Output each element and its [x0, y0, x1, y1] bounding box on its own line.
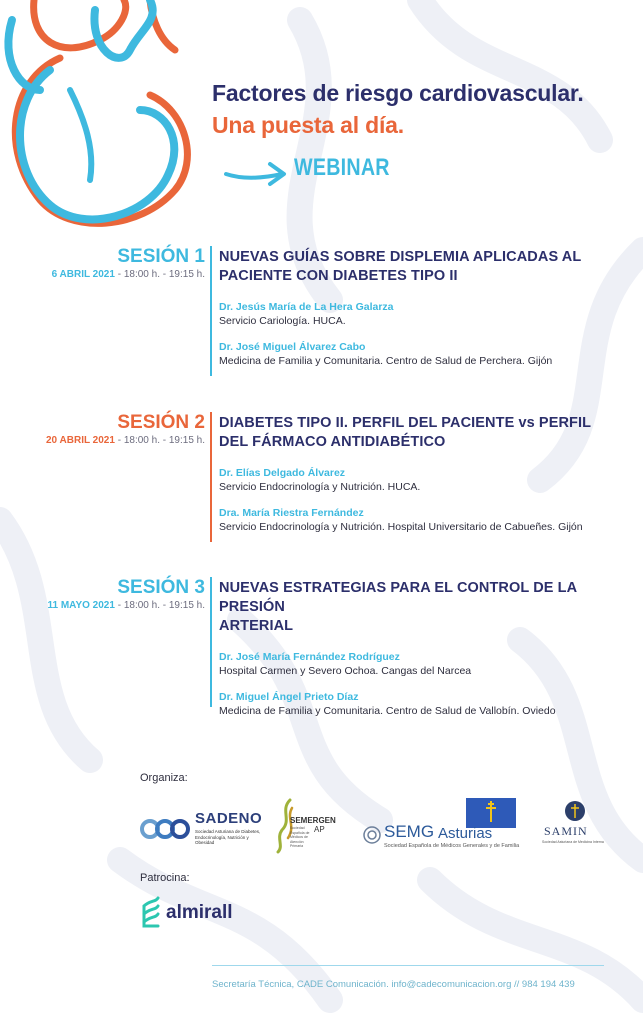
semergen-suffix: AP — [314, 825, 325, 834]
almirall-logo — [140, 894, 260, 934]
speaker-name: Dr. José María Fernández Rodríguez — [219, 651, 400, 663]
almirall-name: almirall — [166, 902, 233, 923]
speaker-name: Dra. María Riestra Fernández — [219, 507, 364, 519]
session-time: - 18:00 h. - 19:15 h. — [114, 435, 205, 446]
session-title: NUEVAS ESTRATEGIAS PARA EL CONTROL DE LA PRESIÓN ARTERIAL — [219, 580, 577, 634]
semg-asturias-logo — [362, 798, 522, 854]
footer-divider — [212, 965, 604, 966]
speaker — [219, 466, 619, 494]
semg-region: Asturias — [438, 825, 493, 842]
speaker — [219, 300, 619, 328]
session-date: 11 MAYO 2021 — [47, 600, 115, 611]
arrow-right-icon — [224, 156, 290, 192]
session-3-meta — [47, 577, 205, 611]
speaker — [219, 650, 619, 678]
title-line2: Una puesta al día. — [212, 112, 404, 138]
session-date: 20 ABRIL 2021 — [46, 435, 115, 446]
session-divider — [210, 412, 212, 542]
speaker-name: Dr. Miguel Ángel Prieto Díaz — [219, 691, 359, 703]
sadeno-rings-icon — [140, 816, 190, 842]
sadeno-logo — [140, 808, 263, 852]
semergen-logo — [272, 798, 342, 856]
almirall-symbol-icon — [140, 896, 162, 930]
session-divider — [210, 246, 212, 376]
session-label: SESIÓN 3 — [117, 577, 205, 598]
speaker-name: Dr. Jesús María de La Hera Galarza — [219, 301, 394, 313]
samin-logo — [540, 800, 612, 850]
speaker-name: Dr. José Miguel Álvarez Cabo — [219, 341, 366, 353]
speaker — [219, 506, 619, 534]
title-line1: Factores de riesgo cardiovascular. — [212, 80, 584, 106]
speaker — [219, 340, 619, 368]
semergen-subtitle: Sociedad Española de Médicos de Atención Primaria — [290, 826, 310, 848]
sadeno-name: SADENO — [195, 810, 263, 827]
session-label: SESIÓN 2 — [117, 412, 205, 433]
speaker-name: Dr. Elías Delgado Álvarez — [219, 467, 346, 479]
asturias-flag-icon — [466, 798, 516, 828]
samin-emblem-icon — [564, 800, 586, 822]
speaker-affiliation: Servicio Endocrinología y Nutrición. Hospital Universitario de Cabueñes. Gijón — [219, 521, 583, 533]
sadeno-subtitle: Sociedad Asturiana de Diabetes, Endocrinología, Nutrición y Obesidad — [195, 829, 261, 845]
session-divider — [210, 577, 212, 707]
heart-illustration-icon — [0, 0, 200, 240]
session-title: DIABETES TIPO II. PERFIL DEL PACIENTE vs PERFIL DEL FÁRMACO ANTIDIABÉTICO — [219, 415, 592, 450]
session-date: 6 ABRIL 2021 — [51, 269, 115, 280]
samin-name: SAMIN — [544, 824, 588, 838]
speaker — [219, 690, 619, 718]
samin-subtitle: Sociedad Asturiana de Medicina Interna — [542, 840, 604, 844]
session-time: - 18:00 h. - 19:15 h. — [114, 269, 205, 280]
patrocina-label: Patrocina: — [140, 872, 190, 884]
webinar-label: WEBINAR — [294, 154, 390, 181]
speaker-affiliation: Servicio Endocrinología y Nutrición. HUCA. — [219, 481, 421, 493]
session-title: NUEVAS GUÍAS SOBRE DISPLEMIA APLICADAS AL PACIENTE CON DIABETES TIPO II — [219, 249, 582, 284]
semergen-name: SEMERGEN — [290, 816, 336, 825]
semg-emblem-icon — [362, 825, 382, 845]
footer-text: Secretaría Técnica, CADE Comunicación. info@cadecomunicacion.org // 984 194 439 — [212, 979, 575, 990]
speaker-affiliation: Medicina de Familia y Comunitaria. Centro de Salud de Perchera. Gijón — [219, 355, 553, 367]
session-1-meta — [52, 246, 205, 280]
session-time: - 18:00 h. - 19:15 h. — [114, 600, 205, 611]
speaker-affiliation: Hospital Carmen y Severo Ochoa. Cangas del Narcea — [219, 665, 472, 677]
session-2-meta — [46, 412, 205, 446]
speaker-affiliation: Servicio Cariología. HUCA. — [219, 315, 346, 327]
session-label: SESIÓN 1 — [117, 246, 205, 267]
speaker-affiliation: Medicina de Familia y Comunitaria. Centro de Salud de Vallobín. Oviedo — [219, 705, 556, 717]
semg-name: SEMG — [384, 822, 435, 841]
organiza-label: Organiza: — [140, 772, 188, 784]
semg-subtitle: Sociedad Española de Médicos Generales y de Familia — [384, 843, 520, 849]
